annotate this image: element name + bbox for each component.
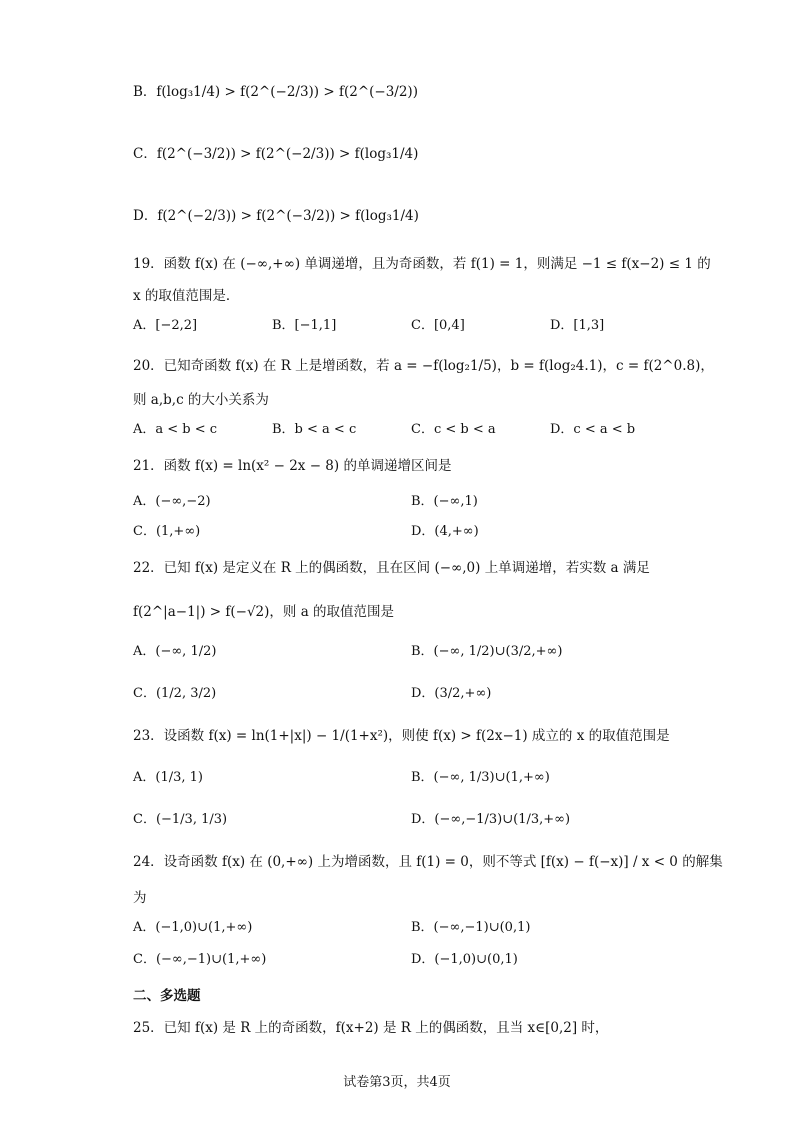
q21-option-a: A．(−∞,−2): [133, 494, 211, 509]
q22-option-d: D．(3/2,+∞): [411, 686, 492, 701]
page-footer: 试卷第3页，共4页: [343, 1075, 451, 1090]
q20-stem-line2: 则 a,b,c 的大小关系为: [133, 392, 269, 408]
q19-option-c: C．[0,4]: [411, 318, 465, 333]
q19-option-a: A．[−2,2]: [133, 318, 198, 333]
q22-stem-line1: 22．已知 f(x) 是定义在 R 上的偶函数，且在区间 (−∞,0) 上单调递增，若实数 a 满足: [133, 560, 650, 576]
q24-option-c: C．(−∞,−1)∪(1,+∞): [133, 952, 267, 967]
q19-stem-line1: 19．函数 f(x) 在 (−∞,+∞) 单调递增，且为奇函数，若 f(1) = 1，则满足 −1 ≤ f(x−2) ≤ 1 的: [133, 256, 711, 272]
q23-option-d: D．(−∞,−1/3)∪(1/3,+∞): [411, 812, 571, 827]
q20-option-c: C．c < b < a: [411, 422, 496, 437]
q23-stem: 23．设函数 f(x) = ln(1+|x|) − 1/(1+x²)，则使 f(x) > f(2x−1) 成立的 x 的取值范围是: [133, 728, 670, 744]
q22-option-b: B．(−∞, 1/2)∪(3/2,+∞): [411, 644, 563, 659]
q20-option-a: A．a < b < c: [133, 422, 218, 437]
q19-option-b: B．[−1,1]: [272, 318, 337, 333]
q19-option-d: D．[1,3]: [550, 318, 605, 333]
q20-option-d: D．c < a < b: [550, 422, 636, 437]
q23-option-b: B．(−∞, 1/3)∪(1,+∞): [411, 770, 550, 785]
q23-option-c: C．(−1/3, 1/3): [133, 812, 228, 827]
q18-option-c: C．f(2^(−3/2)) > f(2^(−2/3)) > f(log₃1/4): [133, 146, 419, 162]
q22-option-c: C．(1/2, 3/2): [133, 686, 217, 701]
q18-option-d: D．f(2^(−2/3)) > f(2^(−3/2)) > f(log₃1/4): [133, 208, 419, 224]
q22-option-a: A．(−∞, 1/2): [133, 644, 217, 659]
q21-option-b: B．(−∞,1): [411, 494, 478, 509]
q21-option-c: C．(1,+∞): [133, 524, 201, 539]
q24-option-a: A．(−1,0)∪(1,+∞): [133, 920, 253, 935]
q21-stem: 21．函数 f(x) = ln(x² − 2x − 8) 的单调递增区间是: [133, 458, 452, 474]
q24-option-b: B．(−∞,−1)∪(0,1): [411, 920, 531, 935]
q20-stem-line1: 20．已知奇函数 f(x) 在 R 上是增函数，若 a = −f(log₂1/5)，b = f(log₂4.1)，c = f(2^0.8)，: [133, 358, 714, 374]
q21-option-d: D．(4,+∞): [411, 524, 479, 539]
q19-stem-line2: x 的取值范围是．: [133, 288, 240, 304]
q22-stem-line2: f(2^|a−1|) > f(−√2)，则 a 的取值范围是: [133, 604, 395, 620]
q24-stem-line1: 24．设奇函数 f(x) 在 (0,+∞) 上为增函数，且 f(1) = 0，则不等式 [f(x) − f(−x)] / x < 0 的解集: [133, 854, 723, 870]
q20-option-b: B．b < a < c: [272, 422, 357, 437]
q23-option-a: A．(1/3, 1): [133, 770, 203, 785]
q18-option-b: B．f(log₃1/4) > f(2^(−2/3)) > f(2^(−3/2)): [133, 84, 418, 100]
q24-option-d: D．(−1,0)∪(0,1): [411, 952, 518, 967]
q25-stem: 25．已知 f(x) 是 R 上的奇函数，f(x+2) 是 R 上的偶函数，且当 x∈[0,2] 时，: [133, 1020, 609, 1036]
q24-stem-line2: 为: [133, 890, 147, 906]
section-heading-multiple-choice: 二、多选题: [133, 988, 201, 1004]
